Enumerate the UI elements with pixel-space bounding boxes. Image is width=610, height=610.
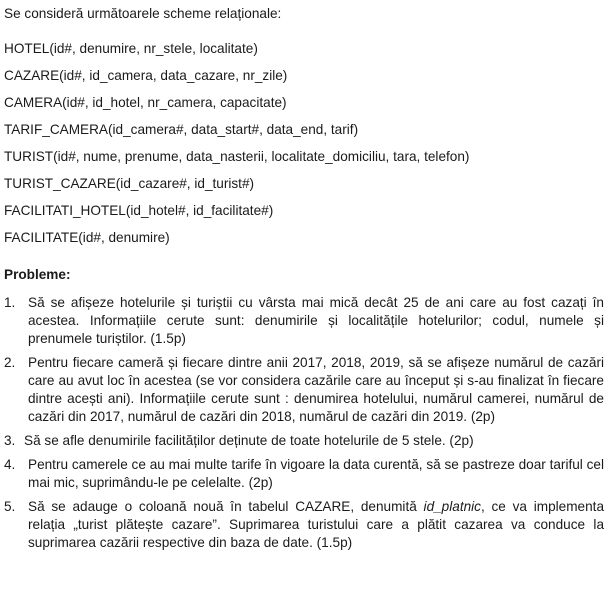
problem-item-1 — [4, 294, 606, 348]
problem-number: 1. — [4, 295, 16, 310]
problem-number: 4. — [4, 457, 16, 472]
problem-text — [28, 498, 606, 552]
problem-number: 2. — [4, 355, 16, 370]
problem-text: Să se afle denumirile facilităților deținute de toate hotelurile de 5 stele. (2p) — [24, 433, 474, 448]
schema-list — [4, 40, 606, 247]
problem-item-4 — [4, 456, 606, 492]
problem-text: Pentru camerele ce au mai multe tarife în vigoare la data curentă, să se pastreze doar tariful cel mai mic, suprimându-le pe celelalte. (2p) — [28, 457, 604, 490]
problem-text: Să se afișeze hotelurile și turiștii cu vârsta mai mică decât 25 de ani care au fost cazați în acestea. Informațiile cerute sunt: denumirile și localitățile hotelurilor; codul, numele și prenumele turiștilor. (1.5p) — [28, 295, 604, 346]
problem-text-after: , ce va implementa relația „turist plătește cazare”. Suprimarea turistului care a plătit cazarea va conduce la suprimarea cazării respective din baza de date. (1.5p) — [28, 499, 605, 550]
schema-hotel: HOTEL(id#, denumire, nr_stele, localitate) — [4, 41, 258, 56]
schema-camera: CAMERA(id#, id_hotel, nr_camera, capacitate) — [4, 95, 287, 110]
schema-tarif-camera: TARIF_CAMERA(id_camera#, data_start#, data_end, tarif) — [4, 122, 359, 137]
problem-item-5 — [4, 498, 606, 552]
schema-facilitate: FACILITATE(id#, denumire) — [4, 230, 170, 245]
schema-turist: TURIST(id#, nume, prenume, data_nasterii, localitate_domiciliu, tara, telefon) — [4, 149, 470, 164]
column-name-italic: id_platnic — [423, 499, 481, 514]
schema-facilitati-hotel: FACILITATI_HOTEL(id_hotel#, id_facilitate#) — [4, 203, 274, 218]
intro-text: Se consideră următoarele scheme relaționale: — [4, 6, 282, 21]
problems-heading: Probleme: — [4, 267, 71, 282]
problem-item-2 — [4, 354, 606, 426]
problem-text: Pentru fiecare cameră și fiecare dintre anii 2017, 2018, 2019, să se afișeze numărul de cazări care au avut loc în acestea (se vor considera cazările care au început și s-au finalizat în fiecare dintre acești ani). Informațiile cerute sunt : denumirea hotelului, numărul camerei, numărul de cazări din 2017, numărul de cazări din 2018, numărul de cazări din 2019. (2p) — [28, 355, 604, 424]
problem-number: 3. — [4, 433, 16, 448]
problem-text-before: Să se adauge o coloană nouă în tabelul CAZARE, denumită — [28, 499, 424, 514]
schema-cazare: CAZARE(id#, id_camera, data_cazare, nr_zile) — [4, 68, 288, 83]
problem-item-3 — [4, 432, 606, 450]
problems-list — [4, 294, 606, 552]
schema-turist-cazare: TURIST_CAZARE(id_cazare#, id_turist#) — [4, 176, 255, 191]
problem-number: 5. — [4, 499, 16, 514]
